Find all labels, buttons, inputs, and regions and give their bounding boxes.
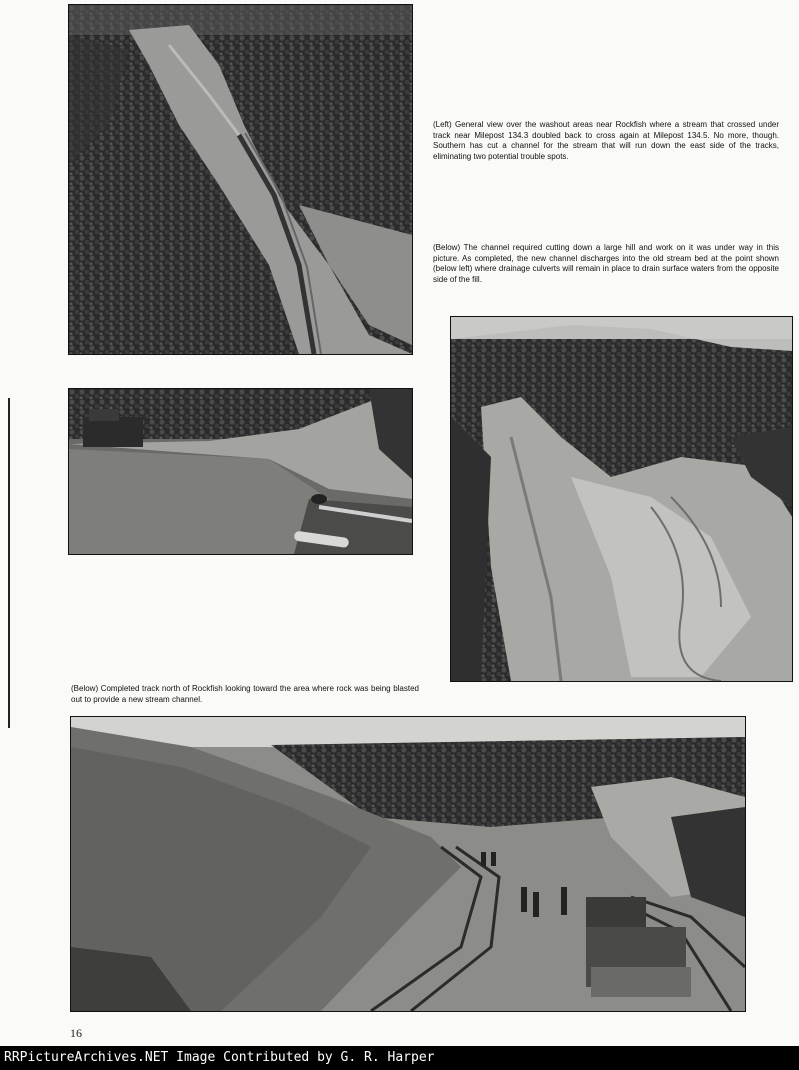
- photo-channel-cut: [450, 316, 793, 682]
- photo-completed-track-image: [71, 717, 745, 1011]
- footer-credit-bar: [0, 1046, 799, 1070]
- caption-middle-right: (Below) The channel required cutting down a large hill and work on it was under way in this picture. As completed, the new channel discharges into the old stream bed at the point shown (below left) where drainage culverts will remain in place to drain surface waters from the opposite side of the fill.: [433, 243, 779, 284]
- caption-top-right: (Left) General view over the washout areas near Rockfish where a stream that crossed under track near Milepost 134.3 doubled back to cross again at Milepost 134.5. No more, though. Southern has cut a channel for the stream that will run down the east side of the tracks, eliminating two potential trouble spots.: [433, 120, 779, 161]
- photo-channel-cut-image: [451, 317, 792, 681]
- caption-bottom-left: (Below) Completed track north of Rockfish looking toward the area where rock was being blasted out to provide a new stream channel.: [71, 684, 419, 704]
- footer-credit-text: RRPictureArchives.NET Image Contributed by G. R. Harper: [4, 1050, 435, 1065]
- photo-aerial-washout-image: [69, 5, 412, 354]
- page-number: 16: [70, 1026, 82, 1040]
- left-margin-rule: [8, 398, 10, 728]
- photo-drainage-culverts-image: [69, 389, 412, 554]
- photo-completed-track: [70, 716, 746, 1012]
- photo-aerial-washout: [68, 4, 413, 355]
- photo-drainage-culverts: [68, 388, 413, 555]
